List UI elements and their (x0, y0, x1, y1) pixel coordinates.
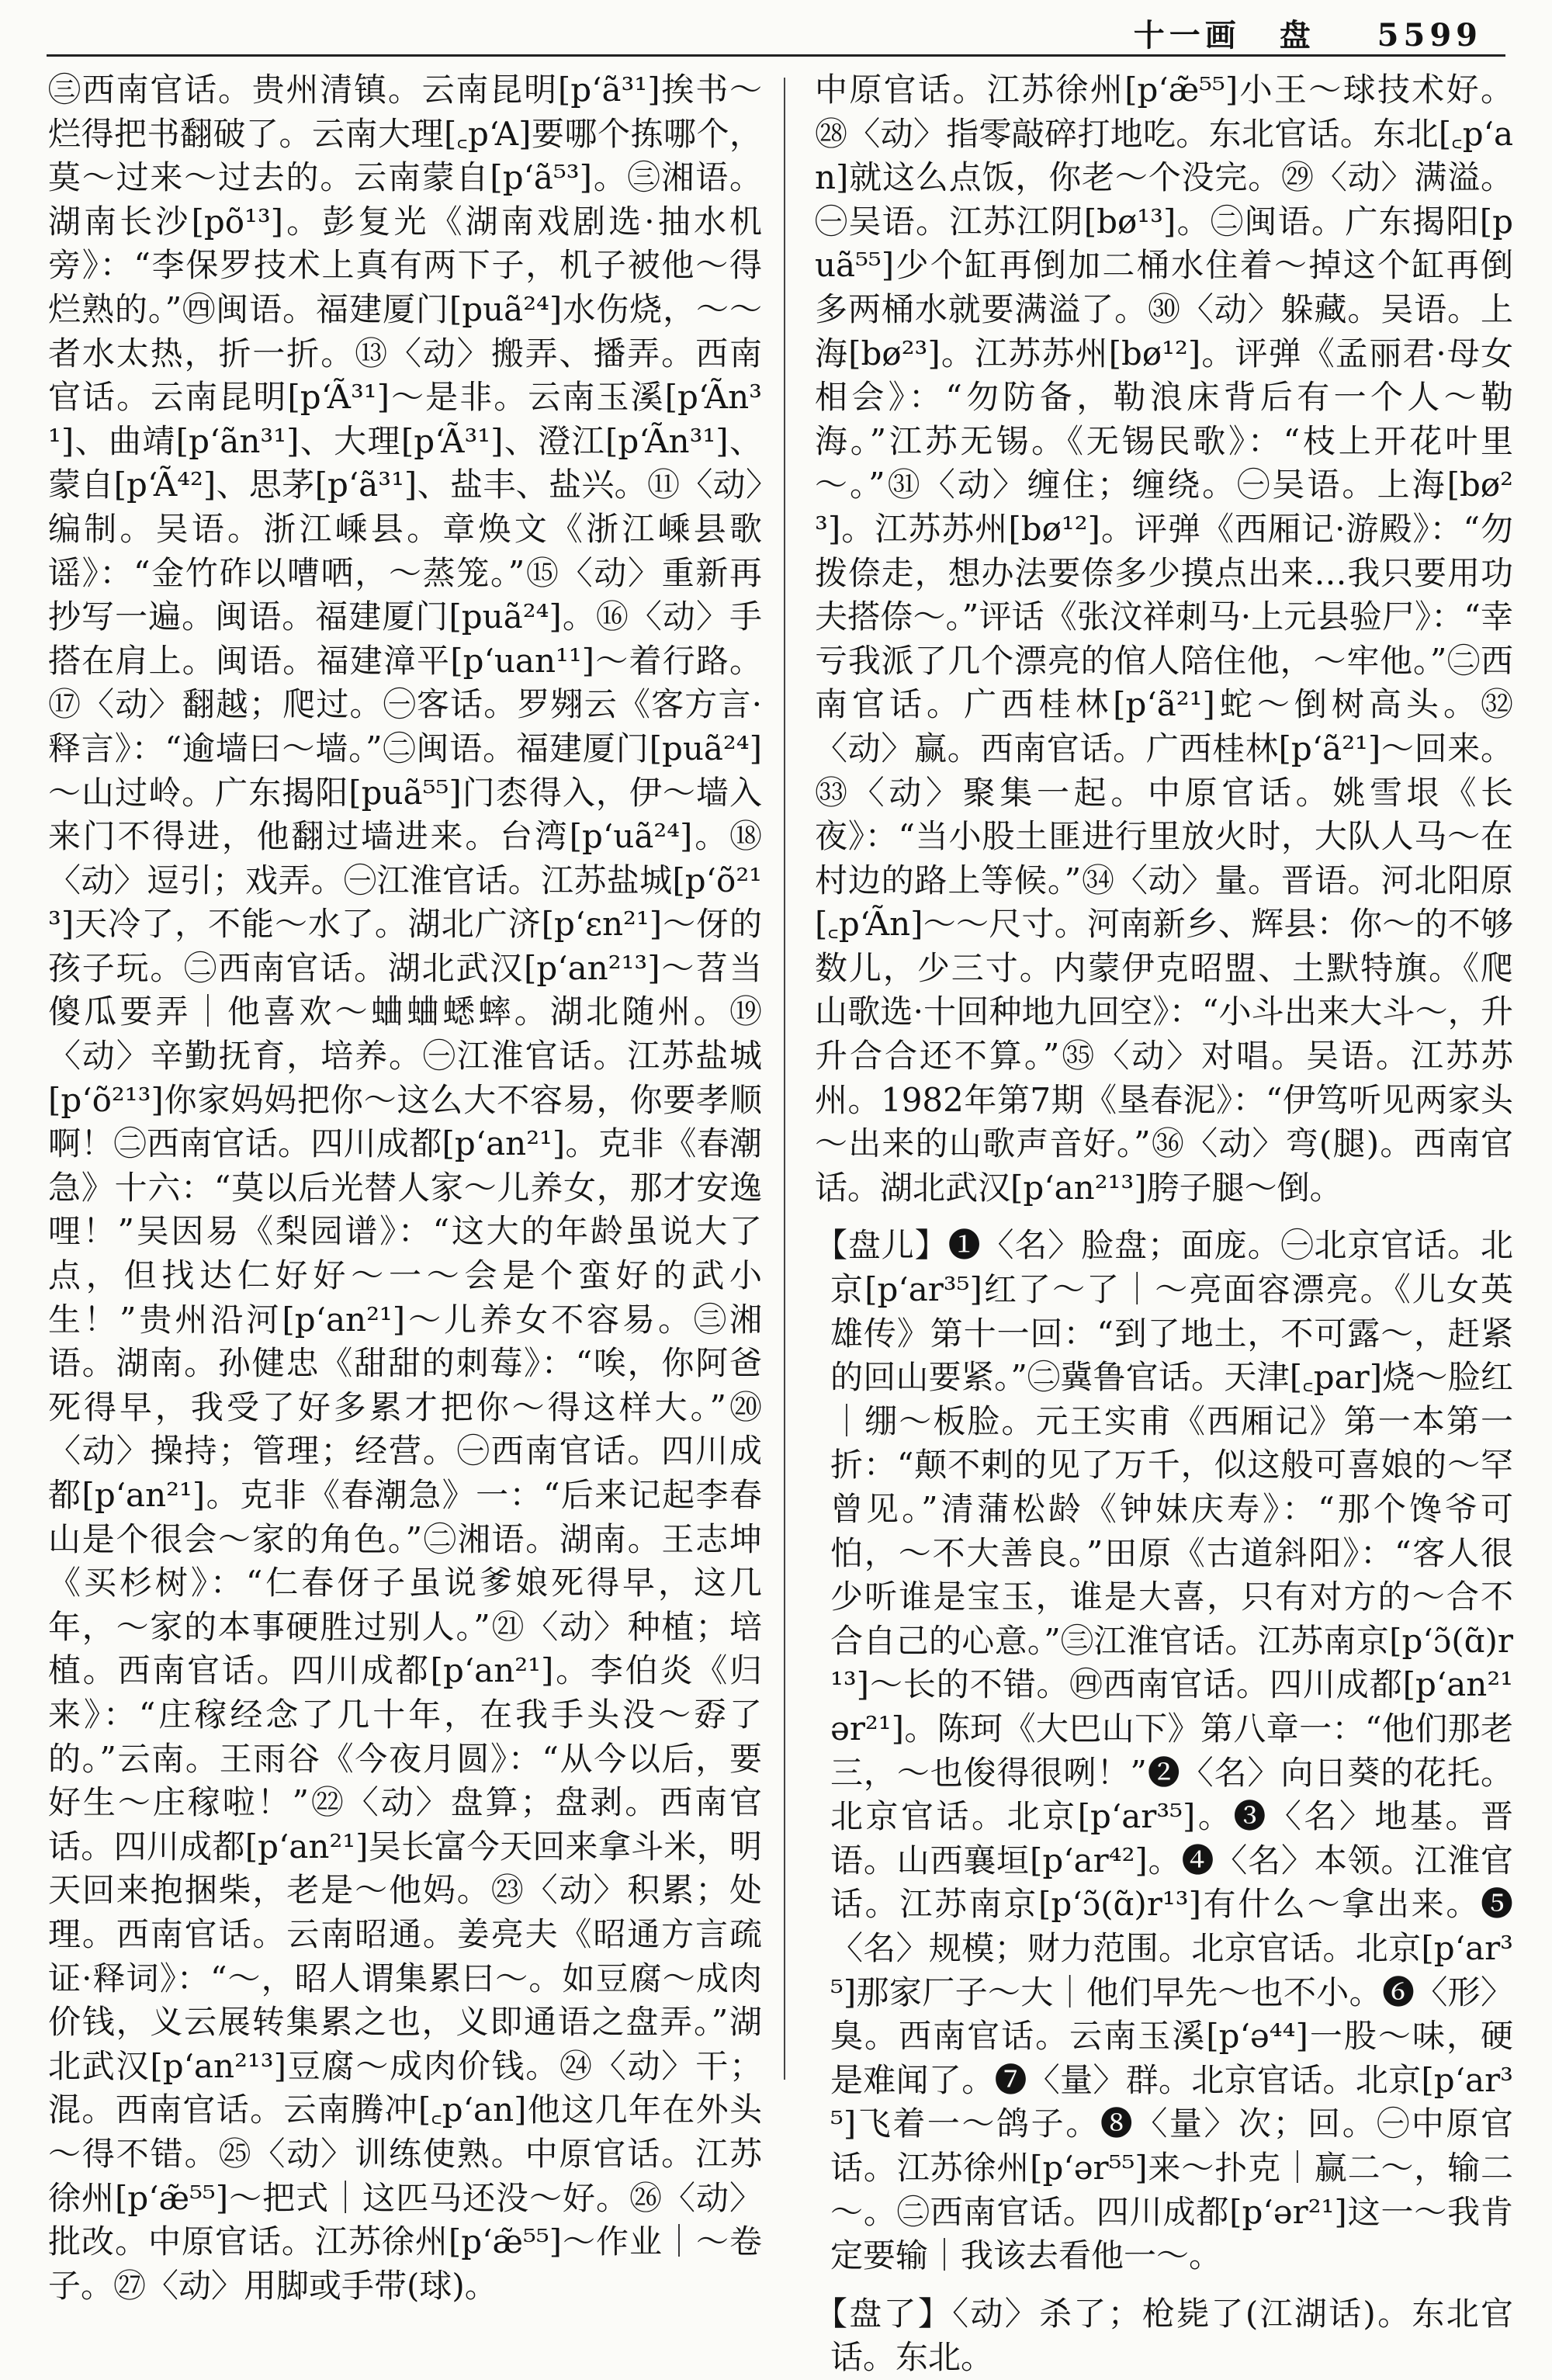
header-page-number: 5599 (1377, 17, 1482, 54)
page-header (1134, 11, 1482, 55)
header-section: 十一画 (1133, 17, 1241, 54)
left-column (48, 68, 762, 2305)
right-paragraph-continuation: 中原官话。江苏徐州[pʻæ̃⁵⁵]小王～球技术好。㉘〈动〉指零敲碎打地吃。东北官话。东北[꜀pʻan]就这么点饭，你老～个没完。㉙〈动〉满溢。㊀吴语。江苏江阴[bø¹³]。㊁闽语。广东揭阳[puã⁵⁵]少个缸再倒加二桶水住着～掉这个缸再倒多两桶水就要满溢了。㉚〈动〉躲藏。吴语。上海[bø²³]。江苏苏州[bø¹²]。评弹《孟丽君·母女相会》：“勿防备，勒浪床背后有一个人～勒海。”江苏无锡。《无锡民歌》：“枝上开花叶里～。”㉛〈动〉缠住；缠绕。㊀吴语。上海[bø²³]。江苏苏州[bø¹²]。评弹《西厢记·游殿》：“勿拨倷走，想办法要倷多少摸点出来…我只要用功夫搭倷～。”评话《张汶祥刺马·上元县验尸》：“幸亏我派了几个漂亮的倌人陪住他，～牢他。”㊁西南官话。广西桂林[pʻã²¹]蛇～倒树高头。㉜〈动〉赢。西南官话。广西桂林[pʻã²¹]～回来。㉝〈动〉聚集一起。中原官话。姚雪垠《长夜》：“当小股土匪进行里放火时，大队人马～在村边的路上等候。”㉞〈动〉量。晋语。河北阳原[꜀pʻÃn]～～尺寸。河南新乡、辉县：你～的不够数儿，少三寸。内蒙伊克昭盟、土默特旗。《爬山歌选·十回种地九回空》：“小斗出来大斗～，升升合合还不算。”㉟〈动〉对唱。吴语。江苏苏州。1982年第7期《垦春泥》：“伊笃听见两家头～出来的山歌声音好。”㊱〈动〉弯(腿)。西南官话。湖北武汉[pʻan²¹³]胯子腿～倒。 (815, 71, 1513, 1207)
right-column (815, 68, 1513, 2377)
left-paragraph: ㊂西南官话。贵州清镇。云南昆明[pʻã³¹]挨书～烂得把书翻破了。云南大理[꜀pʻA]要哪个拣哪个，莫～过来～过去的。云南蒙自[pʻã⁵³]。㊂湘语。湖南长沙[põ¹³]。彭复光《湖南戏剧选·抽水机旁》：“李保罗技术上真有两下子，机子被他～得烂熟的。”㊃闽语。福建厦门[puã²⁴]水伤烧，～～者水太热，折一折。⑬〈动〉搬弄、播弄。西南官话。云南昆明[pʻÃ³¹]～是非。云南玉溪[pʻÃn³¹]、曲靖[pʻãn³¹]、大理[pʻÃ³¹]、澄江[pʻÃn³¹]、蒙自[pʻÃ⁴²]、思茅[pʻã³¹]、盐丰、盐兴。⑪〈动〉编制。吴语。浙江嵊县。章焕文《浙江嵊县歌谣》：“金竹砟以嘈哂，～蒸笼。”⑮〈动〉重新再抄写一遍。闽语。福建厦门[puã²⁴]。⑯〈动〉手搭在肩上。闽语。福建漳平[pʻuan¹¹]～着行路。⑰〈动〉翻越；爬过。㊀客话。罗翙云《客方言·释言》：“逾墙曰～墙。”㊁闽语。福建厦门[puã²⁴]～山过岭。广东揭阳[puã⁵⁵]门枩得入，伊～墙入来门不得进，他翻过墙进来。台湾[pʻuã²⁴]。⑱〈动〉逗引；戏弄。㊀江淮官话。江苏盐城[pʻõ²¹³]天冷了，不能～水了。湖北广济[pʻɛn²¹]～伢的孩子玩。㊁西南官话。湖北武汉[pʻan²¹³]～苕当傻瓜要弄｜他喜欢～蛐蛐蟋蟀。湖北随州。⑲〈动〉辛勤抚育，培养。㊀江淮官话。江苏盐城[pʻõ²¹³]你家妈妈把你～这么大不容易，你要孝顺啊！㊁西南官话。四川成都[pʻan²¹]。克非《春潮急》十六：“莫以后光替人家～儿养女，那才安逸哩！”吴因易《梨园谱》：“这大的年龄虽说大了点，但找达仁好好～一～会是个蛮好的武小生！”贵州沿河[pʻan²¹]～儿养女不容易。㊂湘语。湖南。孙健忠《甜甜的刺莓》：“唉，你阿爸死得早，我受了好多累才把你～得这样大。”⑳〈动〉操持；管理；经营。㊀西南官话。四川成都[pʻan²¹]。克非《春潮急》一：“后来记起李春山是个很会～家的角色。”㊁湘语。湖南。王志坤《买杉树》：“仁春伢子虽说爹娘死得早，这几年，～家的本事硬胜过别人。”㉑〈动〉种植；培植。西南官话。四川成都[pʻan²¹]。李伯炎《归来》：“庄稼经念了几十年，在我手头没～孬了的。”云南。王雨谷《今夜月圆》：“从今以后，要好生～庄稼啦！”㉒〈动〉盘算；盘剥。西南官话。四川成都[pʻan²¹]吴长富今天回来拿斗米，明天回来抱捆柴，老是～他妈。㉓〈动〉积累；处理。西南官话。云南昭通。姜亮夫《昭通方言疏证·释词》：“～，昭人谓集累曰～。如豆腐～成肉价钱，义云展转集累之也，义即通语之盘弄。”湖北武汉[pʻan²¹³]豆腐～成肉价钱。㉔〈动〉干；混。西南官话。云南腾冲[꜀pʻan]他这几年在外头～得不错。㉕〈动〉训练使熟。中原官话。江苏徐州[pʻæ̃⁵⁵]～把式｜这匹马还没～好。㉖〈动〉批改。中原官话。江苏徐州[pʻæ̃⁵⁵]～作业｜～卷子。㉗〈动〉用脚或手带(球)。 (48, 71, 762, 2305)
column-divider (784, 78, 785, 2080)
header-rule (47, 54, 1505, 57)
entry-pan-er: 【盘儿】❶〈名〉脸盘；面庞。㊀北京官话。北京[pʻar³⁵]红了～了｜～亮面容漂亮。《儿女英雄传》第十一回：“到了地土，不可露～，赶紧的回山要紧。”㊁冀鲁官话。天津[꜀par]烧～脸红｜绷～板脸。元王实甫《西厢记》第一本第一折：“颠不剌的见了万千，似这般可喜娘的～罕曾见。”清蒲松龄《钟妹庆寿》：“那个馋爷可怕，～不大善良。”田原《古道斜阳》：“客人很少听谁是宝玉，谁是大喜，只有对方的～合不合自己的心意。”㊂江淮官话。江苏南京[pʻɔ̃(ɑ̃)r¹³]～长的不错。㊃西南官话。四川成都[pʻan²¹ ər²¹]。陈珂《大巴山下》第八章一：“他们那老三，～也俊得很咧！”❷〈名〉向日葵的花托。北京官话。北京[pʻar³⁵]。❸〈名〉地基。晋语。山西襄垣[pʻar⁴²]。❹〈名〉本领。江淮官话。江苏南京[pʻɔ̃(ɑ̃)r¹³]有什么～拿出来。❺〈名〉规模；财力范围。北京官话。北京[pʻar³⁵]那家厂子～大｜他们早先～也不小。❻〈形〉臭。西南官话。云南玉溪[pʻə⁴⁴]一股～味，硬是难闻了。❼〈量〉群。北京官话。北京[pʻar³⁵]飞着一～鸽子。❽〈量〉次；回。㊀中原官话。江苏徐州[pʻər⁵⁵]来～扑克｜赢二～，输二～。㊁西南官话。四川成都[pʻər²¹]这一～我肯定要输｜我该去看他一～。 (815, 1226, 1513, 2275)
header-character: 盘 (1279, 17, 1315, 54)
entry-pan-le: 【盘了】〈动〉杀了；枪毙了(江湖话)。东北官话。东北。 (815, 2294, 1513, 2377)
